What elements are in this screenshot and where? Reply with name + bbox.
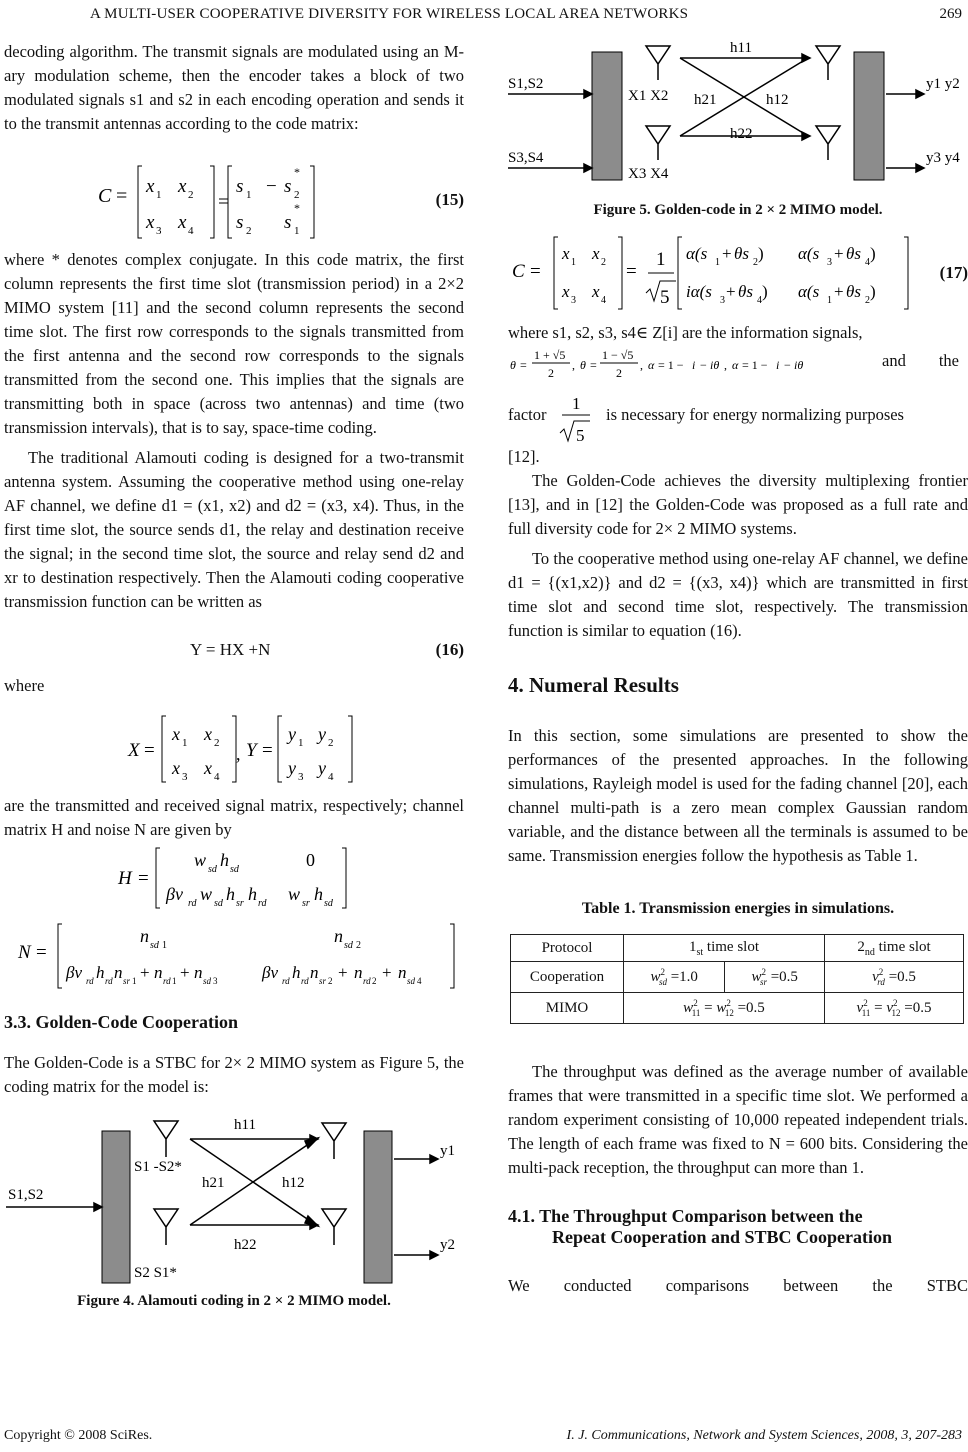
svg-text:iθ: iθ <box>794 358 804 372</box>
table-cell: MIMO <box>511 993 624 1024</box>
theta-alpha-definitions <box>508 345 968 385</box>
svg-text:rd: rd <box>105 976 113 986</box>
svg-text:): ) <box>758 244 764 263</box>
svg-text:x: x <box>172 724 180 744</box>
svg-text:h: h <box>96 963 105 982</box>
fig4-label-h11: h11 <box>234 1117 256 1133</box>
fig5-label-h11: h11 <box>730 40 752 56</box>
table-cell: $w^2_{11} = w^2_{12} =0.5$ <box>624 993 825 1024</box>
svg-text:2: 2 <box>356 940 361 951</box>
svg-text:s: s <box>236 176 244 197</box>
fig4-output-y1: y1 <box>440 1143 455 1159</box>
fig4-bottom-symbols: S2 S1* <box>134 1265 177 1281</box>
svg-text:=: = <box>590 358 597 372</box>
svg-text:sd: sd <box>230 864 239 875</box>
table-row <box>511 935 964 962</box>
equation-n <box>4 918 464 994</box>
fig4-label-h21: h21 <box>202 1175 225 1191</box>
svg-text:sd: sd <box>203 976 212 986</box>
equation-17 <box>508 229 968 313</box>
svg-text:1: 1 <box>298 737 304 749</box>
svg-text:n: n <box>140 926 149 946</box>
svg-text:x: x <box>146 212 155 233</box>
svg-text:h: h <box>292 963 301 982</box>
svg-text:+: + <box>140 963 150 982</box>
svg-text:= 1 −: = 1 − <box>658 358 684 372</box>
svg-text:w: w <box>288 884 301 904</box>
svg-text:1: 1 <box>827 295 832 306</box>
svg-text:C: C <box>98 185 112 207</box>
factor-line <box>508 389 968 445</box>
figure-4-caption: Figure 4. Alamouti coding in 2 × 2 MIMO model. <box>77 1293 391 1309</box>
svg-text:sr: sr <box>302 898 310 909</box>
svg-text:sd: sd <box>214 898 223 909</box>
fig5-output-top: y1 y2 <box>926 76 960 92</box>
svg-text:sr: sr <box>123 976 131 986</box>
svg-text:=: = <box>144 740 155 761</box>
figure-4 <box>4 1113 464 1289</box>
and-the-text: and the <box>882 351 959 370</box>
fig4-output-y2: y2 <box>440 1237 455 1253</box>
theta-alpha-math <box>508 345 868 385</box>
svg-text:h: h <box>314 884 323 904</box>
svg-text:2: 2 <box>328 737 334 749</box>
svg-text:1: 1 <box>715 257 720 268</box>
svg-text:= 1 −: = 1 − <box>742 358 768 372</box>
journal-citation: I. J. Communications, Network and System Sciences, 2008, 3, 207-283 <box>566 1428 962 1443</box>
svg-text:1: 1 <box>156 189 162 201</box>
svg-text:5: 5 <box>576 426 585 445</box>
svg-text:−: − <box>784 358 791 372</box>
svg-text:1 + √5: 1 + √5 <box>534 348 566 362</box>
svg-text:+: + <box>834 244 844 263</box>
svg-text:x: x <box>562 244 570 263</box>
svg-text:2: 2 <box>214 737 220 749</box>
paragraph: decoding algorithm. The transmit signals are modulated using an M-ary modulation scheme, then the encoder takes a block of two modulated signals s1 and s2 in each encoding operation and sends it to the transmit antennas according to the code matrix: <box>4 42 464 133</box>
figure-4-diagram <box>4 1113 464 1289</box>
svg-text:iθ: iθ <box>710 358 720 372</box>
svg-text:rd: rd <box>188 898 197 909</box>
equation-15-math <box>4 136 464 248</box>
svg-text:+: + <box>834 282 844 301</box>
svg-text:1: 1 <box>162 940 167 951</box>
svg-text:h: h <box>226 884 235 904</box>
svg-text:3: 3 <box>571 295 576 306</box>
svg-text:n: n <box>114 963 123 982</box>
figure-5 <box>508 34 968 184</box>
svg-text:+: + <box>726 282 736 301</box>
svg-text:rd: rd <box>282 976 290 986</box>
svg-text:2: 2 <box>601 257 606 268</box>
figure-5-caption: Figure 5. Golden-code in 2 × 2 MIMO model. <box>593 202 883 218</box>
svg-text:1: 1 <box>182 737 188 749</box>
svg-text:=: = <box>626 261 637 282</box>
svg-text:3: 3 <box>213 976 218 986</box>
svg-text:4: 4 <box>417 976 422 986</box>
equation-n-math <box>4 918 464 994</box>
factor-math <box>558 389 594 445</box>
svg-text:+: + <box>382 963 392 982</box>
svg-text:): ) <box>762 282 768 301</box>
svg-text:X: X <box>128 740 140 761</box>
svg-text:3: 3 <box>298 771 304 783</box>
svg-text:y: y <box>288 724 296 744</box>
svg-text:,: , <box>572 358 575 372</box>
running-title: A MULTI-USER COOPERATIVE DIVERSITY FOR WIRELESS LOCAL AREA NETWORKS <box>90 6 689 22</box>
svg-text:2: 2 <box>294 189 300 201</box>
svg-text:H: H <box>118 868 132 889</box>
svg-text:βv: βv <box>66 963 83 982</box>
fig4-input: S1,S2 <box>8 1187 44 1203</box>
svg-text:2: 2 <box>865 295 870 306</box>
svg-text:βv: βv <box>262 963 279 982</box>
svg-text:3: 3 <box>182 771 188 783</box>
svg-text:s: s <box>284 212 292 233</box>
svg-text:α: α <box>648 358 655 372</box>
svg-text:rd: rd <box>363 976 371 986</box>
svg-text:N: N <box>18 942 31 963</box>
table-caption: Table 1. Transmission energies in simulations. <box>581 900 895 917</box>
svg-text:x: x <box>204 758 212 778</box>
svg-text:n: n <box>154 963 163 982</box>
fig5-input-1: S1,S2 <box>508 76 544 92</box>
svg-text:−: − <box>266 176 277 197</box>
right-column <box>508 34 968 1298</box>
fig5-bottom-symbols: X3 X4 <box>628 166 669 182</box>
svg-text:i: i <box>776 358 780 372</box>
svg-text:x: x <box>178 212 187 233</box>
section-heading: 3.3. Golden-Code Cooperation <box>4 1012 238 1032</box>
svg-text:y: y <box>318 724 326 744</box>
svg-text:θ: θ <box>510 358 516 372</box>
svg-text:x: x <box>592 244 600 263</box>
svg-text:1: 1 <box>572 394 581 413</box>
energy-table <box>510 934 964 1024</box>
table-cell: $w^2_{sd} =1.0$ <box>624 962 725 993</box>
svg-text:1: 1 <box>571 257 576 268</box>
svg-text:2: 2 <box>188 189 194 201</box>
equation-h-math <box>4 842 464 912</box>
subsection-heading-cont: Repeat Cooperation and STBC Cooperation <box>552 1227 893 1247</box>
svg-text:+: + <box>338 963 348 982</box>
svg-text:i: i <box>692 358 696 372</box>
equation-number: (16) <box>435 640 464 659</box>
svg-text:=: = <box>138 868 149 889</box>
svg-text:y: y <box>288 758 296 778</box>
paragraph: We conducted comparisons between the STBC <box>508 1276 968 1295</box>
svg-text:sr: sr <box>319 976 327 986</box>
svg-text:sd: sd <box>208 864 217 875</box>
table-cell: Cooperation <box>511 962 624 993</box>
svg-text:*: * <box>294 165 300 179</box>
left-column <box>4 40 464 1310</box>
svg-text:4: 4 <box>865 257 870 268</box>
equation-number: (17) <box>939 263 968 282</box>
equation-16-text: Y = HX +N <box>190 640 271 659</box>
svg-text:+: + <box>180 963 190 982</box>
subsection-heading: 4.1. The Throughput Comparison between the <box>508 1206 863 1226</box>
table-cell: $v^2_{rd} =0.5$ <box>825 962 964 993</box>
paragraph: where <box>4 676 45 695</box>
svg-text:α(s: α(s <box>686 244 708 263</box>
equation-17-math <box>508 229 928 313</box>
table-cell: $v^2_{11} = v^2_{12} =0.5$ <box>825 993 964 1024</box>
svg-text:w: w <box>194 850 207 870</box>
paragraph: The traditional Alamouti coding is designed for a two-transmit antenna system. Assuming the cooperative method using one-relay AF channel, we define d1 = (x1, x2) and d2 = (x3, x4). Thus, in the first time slot, the source sends d1, the relay and destination receive the signal; in the second time slot, the source and relay send d2 and xr to destination respectively. Then the Alamouti coding cooperative transmission function can be written as <box>4 448 464 611</box>
svg-text:2: 2 <box>328 976 333 986</box>
svg-text:1: 1 <box>172 976 177 986</box>
equation-15 <box>4 136 464 248</box>
svg-text:2: 2 <box>246 225 252 237</box>
svg-text:1: 1 <box>132 976 137 986</box>
svg-text:5: 5 <box>660 287 670 308</box>
svg-text:x: x <box>172 758 180 778</box>
fig5-output-bottom: y3 y4 <box>926 150 960 166</box>
svg-text:θ: θ <box>580 358 586 372</box>
svg-text:*: * <box>294 201 300 215</box>
svg-text:x: x <box>204 724 212 744</box>
paragraph: [12]. <box>508 447 540 466</box>
svg-text:4: 4 <box>757 295 762 306</box>
svg-text:4: 4 <box>601 295 606 306</box>
svg-text:rd: rd <box>86 976 94 986</box>
svg-text:θs: θs <box>738 282 753 301</box>
fig5-top-symbols: X1 X2 <box>628 88 669 104</box>
svg-text:θs: θs <box>734 244 749 263</box>
svg-text:0: 0 <box>306 850 315 870</box>
svg-text:sr: sr <box>236 898 244 909</box>
table-row <box>511 962 964 993</box>
svg-text:C: C <box>512 261 525 282</box>
svg-text:−: − <box>700 358 707 372</box>
svg-text:3: 3 <box>720 295 725 306</box>
svg-text:n: n <box>334 926 343 946</box>
svg-text:,: , <box>640 358 643 372</box>
svg-text:sd: sd <box>150 940 159 951</box>
svg-text:4: 4 <box>328 771 334 783</box>
section-heading: 4. Numeral Results <box>508 673 679 697</box>
svg-text:s: s <box>284 176 292 197</box>
svg-text:α: α <box>732 358 739 372</box>
table-row <box>511 993 964 1024</box>
svg-text:4: 4 <box>188 225 194 237</box>
svg-text:2: 2 <box>548 366 554 380</box>
svg-text:w: w <box>200 884 213 904</box>
table-header-first-slot: $1_{st}$ time slot <box>624 935 825 962</box>
svg-text:3: 3 <box>827 257 832 268</box>
paragraph: The throughput was defined as the average number of available frames that were transmitted in a specific time slot. We performed a random experiment consisting of 10,000 repeated independent trials. The length of each frame was fixed to N = 600 bits. Considering the multi-pack reception, the throughput can more than 1. <box>508 1062 968 1177</box>
svg-text:=: = <box>218 191 230 213</box>
svg-text:2: 2 <box>616 366 622 380</box>
svg-text:1: 1 <box>246 189 252 201</box>
paragraph: The Golden-Code is a STBC for 2× 2 MIMO system as Figure 5, the coding matrix for the model is: <box>4 1053 464 1096</box>
svg-text:=: = <box>36 942 47 963</box>
svg-text:α(s: α(s <box>798 244 820 263</box>
fig5-input-2: S3,S4 <box>508 150 544 166</box>
svg-text:α(s: α(s <box>798 282 820 301</box>
equation-xy-math <box>4 698 464 784</box>
svg-text:n: n <box>398 963 407 982</box>
svg-text:n: n <box>354 963 363 982</box>
svg-text:): ) <box>870 244 876 263</box>
svg-text:3: 3 <box>156 225 162 237</box>
fig5-label-h21: h21 <box>694 92 717 108</box>
fig4-label-h12: h12 <box>282 1175 305 1191</box>
svg-text:sd: sd <box>407 976 416 986</box>
paragraph: are the transmitted and received signal matrix, respectively; channel matrix H and noise N are given by <box>4 796 464 839</box>
svg-text:s: s <box>236 212 244 233</box>
svg-text:1: 1 <box>656 249 666 270</box>
svg-text:=: = <box>530 261 541 282</box>
equation-16 <box>4 614 464 674</box>
svg-text:x: x <box>146 176 155 197</box>
svg-text:n: n <box>310 963 319 982</box>
table-header-protocol: Protocol <box>511 935 624 962</box>
paragraph: where * denotes complex conjugate. In this code matrix, the first column represents the first time slot (transmission period) in a 2×2 MIMO system [11] and the second column represents the second time slot. The first row corresponds to the signals transmitted from the first antenna and the second row corresponds to the signals transmitted from the second one. This implies that the signals are transmitting both in space (across two antennas) and time (two transmission intervals), that is to say, space-time coding. <box>4 250 464 437</box>
paragraph: To the cooperative method using one-relay AF channel, we define d1 = {(x1,x2)} and d2 = {(x3, x4)} which are transmitted in first time slot and second time slot, respectively. The transmission function is similar to equation (16). <box>508 549 968 640</box>
svg-text:h: h <box>220 850 229 870</box>
svg-text:x: x <box>562 282 570 301</box>
factor-label: factor <box>508 405 547 424</box>
svg-text:βv: βv <box>166 884 183 904</box>
svg-text:=: = <box>520 358 527 372</box>
fig4-label-h22: h22 <box>234 1237 257 1253</box>
equation-xy <box>4 698 464 784</box>
svg-text:n: n <box>194 963 203 982</box>
svg-text:,: , <box>236 744 241 764</box>
svg-text:+: + <box>722 244 732 263</box>
svg-text:sd: sd <box>344 940 353 951</box>
svg-text:4: 4 <box>214 771 220 783</box>
svg-text:rd: rd <box>258 898 267 909</box>
svg-text:sd: sd <box>324 898 333 909</box>
fig5-label-h22: h22 <box>730 126 753 142</box>
svg-text:rd: rd <box>163 976 171 986</box>
table-header-second-slot: $2_{nd}$ time slot <box>825 935 964 962</box>
svg-text:Y: Y <box>246 740 257 761</box>
svg-text:=: = <box>116 185 128 207</box>
svg-text:θs: θs <box>846 244 861 263</box>
table-cell: $w^2_{sr} =0.5$ <box>725 962 825 993</box>
svg-text:=: = <box>262 740 273 761</box>
fig5-label-h12: h12 <box>766 92 789 108</box>
svg-text:2: 2 <box>372 976 377 986</box>
page-number: 269 <box>939 6 962 22</box>
svg-text:iα(s: iα(s <box>686 282 712 301</box>
paragraph: The Golden-Code achieves the diversity multiplexing frontier [13], and in [12] the Golden-Code was proposed as a full rate and full diversity code for 2× 2 MIMO systems. <box>508 471 968 538</box>
svg-text:x: x <box>592 282 600 301</box>
svg-text:,: , <box>724 358 727 372</box>
figure-5-diagram <box>508 34 968 184</box>
equation-h <box>4 842 464 912</box>
svg-text:y: y <box>318 758 326 778</box>
svg-text:2: 2 <box>753 257 758 268</box>
svg-text:): ) <box>870 282 876 301</box>
svg-text:x: x <box>178 176 187 197</box>
paragraph: where s1, s2, s3, s4∈ Z[i] are the information signals, <box>508 323 863 342</box>
copyright: Copyright © 2008 SciRes. <box>4 1428 153 1443</box>
paragraph: In this section, some simulations are presented to show the performances of the presented approaches. In the following simulations, Rayleigh model is used for the fading channel [20], each channel multi-path is a zero mean complex Gaussian random variable, and the distance between all the terminals is assumed to be same. Transmission energies follow the hypothesis as Table 1. <box>508 726 968 865</box>
factor-text: is necessary for energy normalizing purposes <box>606 405 904 424</box>
fig4-top-symbols: S1 -S2* <box>134 1159 182 1175</box>
svg-text:h: h <box>248 884 257 904</box>
svg-text:θs: θs <box>846 282 861 301</box>
svg-text:rd: rd <box>301 976 309 986</box>
equation-number: (15) <box>435 190 464 209</box>
svg-text:1 − √5: 1 − √5 <box>602 348 634 362</box>
svg-text:1: 1 <box>294 225 300 237</box>
